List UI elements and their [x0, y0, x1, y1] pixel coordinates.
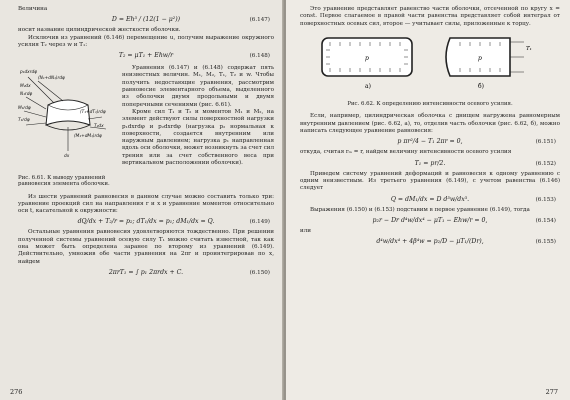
equation-6153	[300, 193, 560, 207]
right-page	[286, 0, 570, 400]
equation-6155	[300, 235, 560, 249]
fig-label: T₁	[526, 45, 532, 52]
paragraph: Остальные уравнения равновесия удовлетворяются тождественно. При решении полученной системы уравнений осевую силу T₁ можно считать известной, так как она может быть определена заранее по второму из уравнений (6.149). Действительно, умножив обе части уравнения на 2πr и проинтегрировав по x, найдем	[18, 229, 274, 265]
fig-label: dx	[64, 154, 70, 160]
fig-label: (N₁+dN₁)rdφ	[38, 76, 65, 82]
equation-text: T₂ = μT₁ + Ehw/r	[118, 52, 174, 60]
fig-label: p₁dxrdφ	[20, 70, 38, 76]
fig-label: (M₁+dM₁)rdφ	[74, 134, 102, 140]
page-number: 277	[545, 388, 558, 396]
fig-label: T₁rdφ	[18, 118, 30, 124]
equation-number: (6.151)	[535, 139, 556, 146]
equation-text: p πr²/4 − T₁ 2πr = 0,	[397, 138, 463, 146]
equation-number: (6.155)	[535, 239, 556, 246]
equation-6152	[300, 157, 560, 171]
equation-6151	[300, 135, 560, 149]
shell-element-diagram	[18, 65, 118, 165]
paragraph: Если, например, цилиндрическая оболочка с днищем нагружена равномерным внутренним давлением (рис. 6.62, а), то, отделив часть оболочки (рис. 6.62, б), можно написать следующее уравнение равновесия:	[300, 113, 560, 135]
equation-text: D = Eh³ / (12(1 − μ²))	[111, 16, 181, 24]
page-number: 276	[10, 388, 23, 396]
paragraph: Из шести уравнений равновесия в данном случае можно составить только три: уравнение проекций сил на направления r и x и уравнение моментов относительно оси t, касательной к окружности:	[18, 193, 274, 215]
equation-number: (6.154)	[535, 217, 556, 224]
equation-text: T₁ = pr/2.	[414, 159, 446, 167]
fig-label: M₂dx	[20, 84, 31, 90]
equation-6149	[18, 215, 274, 229]
fig-label: (T₁+dT₁)rdφ	[80, 110, 106, 116]
fig-label: T₂dx	[94, 124, 104, 130]
equation-number: (6.153)	[535, 196, 556, 203]
equation-number: (6.149)	[249, 219, 270, 226]
paragraph: Уравнения (6.147) и (6.148) содержат пять неизвестных величин. M₁, M₂, T₁, T₂ и w. Чтобы получить недостающие уравнения, рассмотрим равновесие элементарного объема, выделенного из оболочки двумя продольными и двумя поперечными сечениями (рис. 6.61).	[122, 65, 274, 108]
figure-caption: Рис. 6.61. К выводу уравнений равновесия элемента оболочки.	[18, 174, 110, 188]
equation-number: (6.152)	[535, 160, 556, 167]
fig-label: p	[365, 54, 369, 62]
figure-6-62	[300, 30, 560, 108]
paragraph: Выражения (6.150) и (6.153) подставим в первое уравнение (6.149), тогда	[310, 206, 530, 213]
paragraph: откуда, считая rₘ = r, найдем величину интенсивности осевого усилия	[300, 149, 512, 156]
paragraph: Это уравнение представляет равенство части оболочки, отсеченной по кругу x = const. Первое слагаемое в правой части равенства представляет собой интеграл от поверхностных осевых сил, второе — учитывает силы, приложенные к торцу.	[300, 6, 560, 27]
equation-number: (6.150)	[249, 269, 270, 276]
fig-label: N₁rdφ	[20, 92, 33, 98]
fig-label: б)	[478, 82, 484, 90]
vessel-diagram	[310, 30, 550, 92]
fig-label: p	[478, 54, 482, 62]
paragraph: Величина	[18, 6, 48, 12]
equation-6147	[18, 13, 274, 27]
figure-caption: Рис. 6.62. К определению интенсивности осевого усилия.	[347, 101, 513, 108]
equation-text: dQ/dx + T₂/r = p₂; dT₁/dx = p₁; dM₁/dx = Q.	[77, 218, 215, 226]
equation-text: p₂r − Dr d⁴w/dx⁴ − μT₁ − Ehw/r = 0,	[372, 216, 488, 224]
equation-text: Q = dM₁/dx = D d³w/dx³.	[390, 195, 470, 203]
paragraph: Приведем систему уравнений деформаций и равновесия к одному уравнению с одним неизвестным. Из третьего уравнения (6.149), с учетом равенства (6.146) следует	[300, 170, 560, 192]
equation-6148	[18, 49, 274, 63]
fig-label: a)	[365, 82, 371, 90]
figure-6-61	[18, 65, 118, 193]
paragraph: носит название цилиндрической жесткости оболочки.	[18, 27, 181, 34]
equation-text: 2πrT₁ = ∫ p₁ 2πrdx + C.	[108, 268, 184, 276]
fig-label: M₁rdφ	[18, 106, 31, 112]
paragraph: Исключив из уравнений (6.146) перемещение u, получим выражение окружного усилия T₂ через w и T₁:	[18, 34, 274, 48]
equation-6150	[18, 266, 274, 280]
equation-number: (6.147)	[249, 17, 270, 24]
equation-6154	[300, 214, 560, 228]
equation-number: (6.148)	[249, 53, 270, 60]
paragraph: или	[300, 227, 312, 234]
paragraph: Кроме сил T₁ и T₂ и моментов M₁ и M₂, на элемент действуют силы поверхностной нагрузки p₁dxrdφ и p₂dxrdφ (нагрузка p₂ нормальная к поверхности, создается внутренним или наружным давлением; нагрузка p₁ направленная вдоль оси оболочки, может возникнуть за счет сил трения или за счет собственного веса при вертикальном расположении оболочки).	[122, 108, 274, 167]
left-page	[0, 0, 284, 400]
equation-text: d⁴w/dx⁴ + 4β⁴w = p₂/D − μT₁/(Dr),	[376, 238, 484, 246]
